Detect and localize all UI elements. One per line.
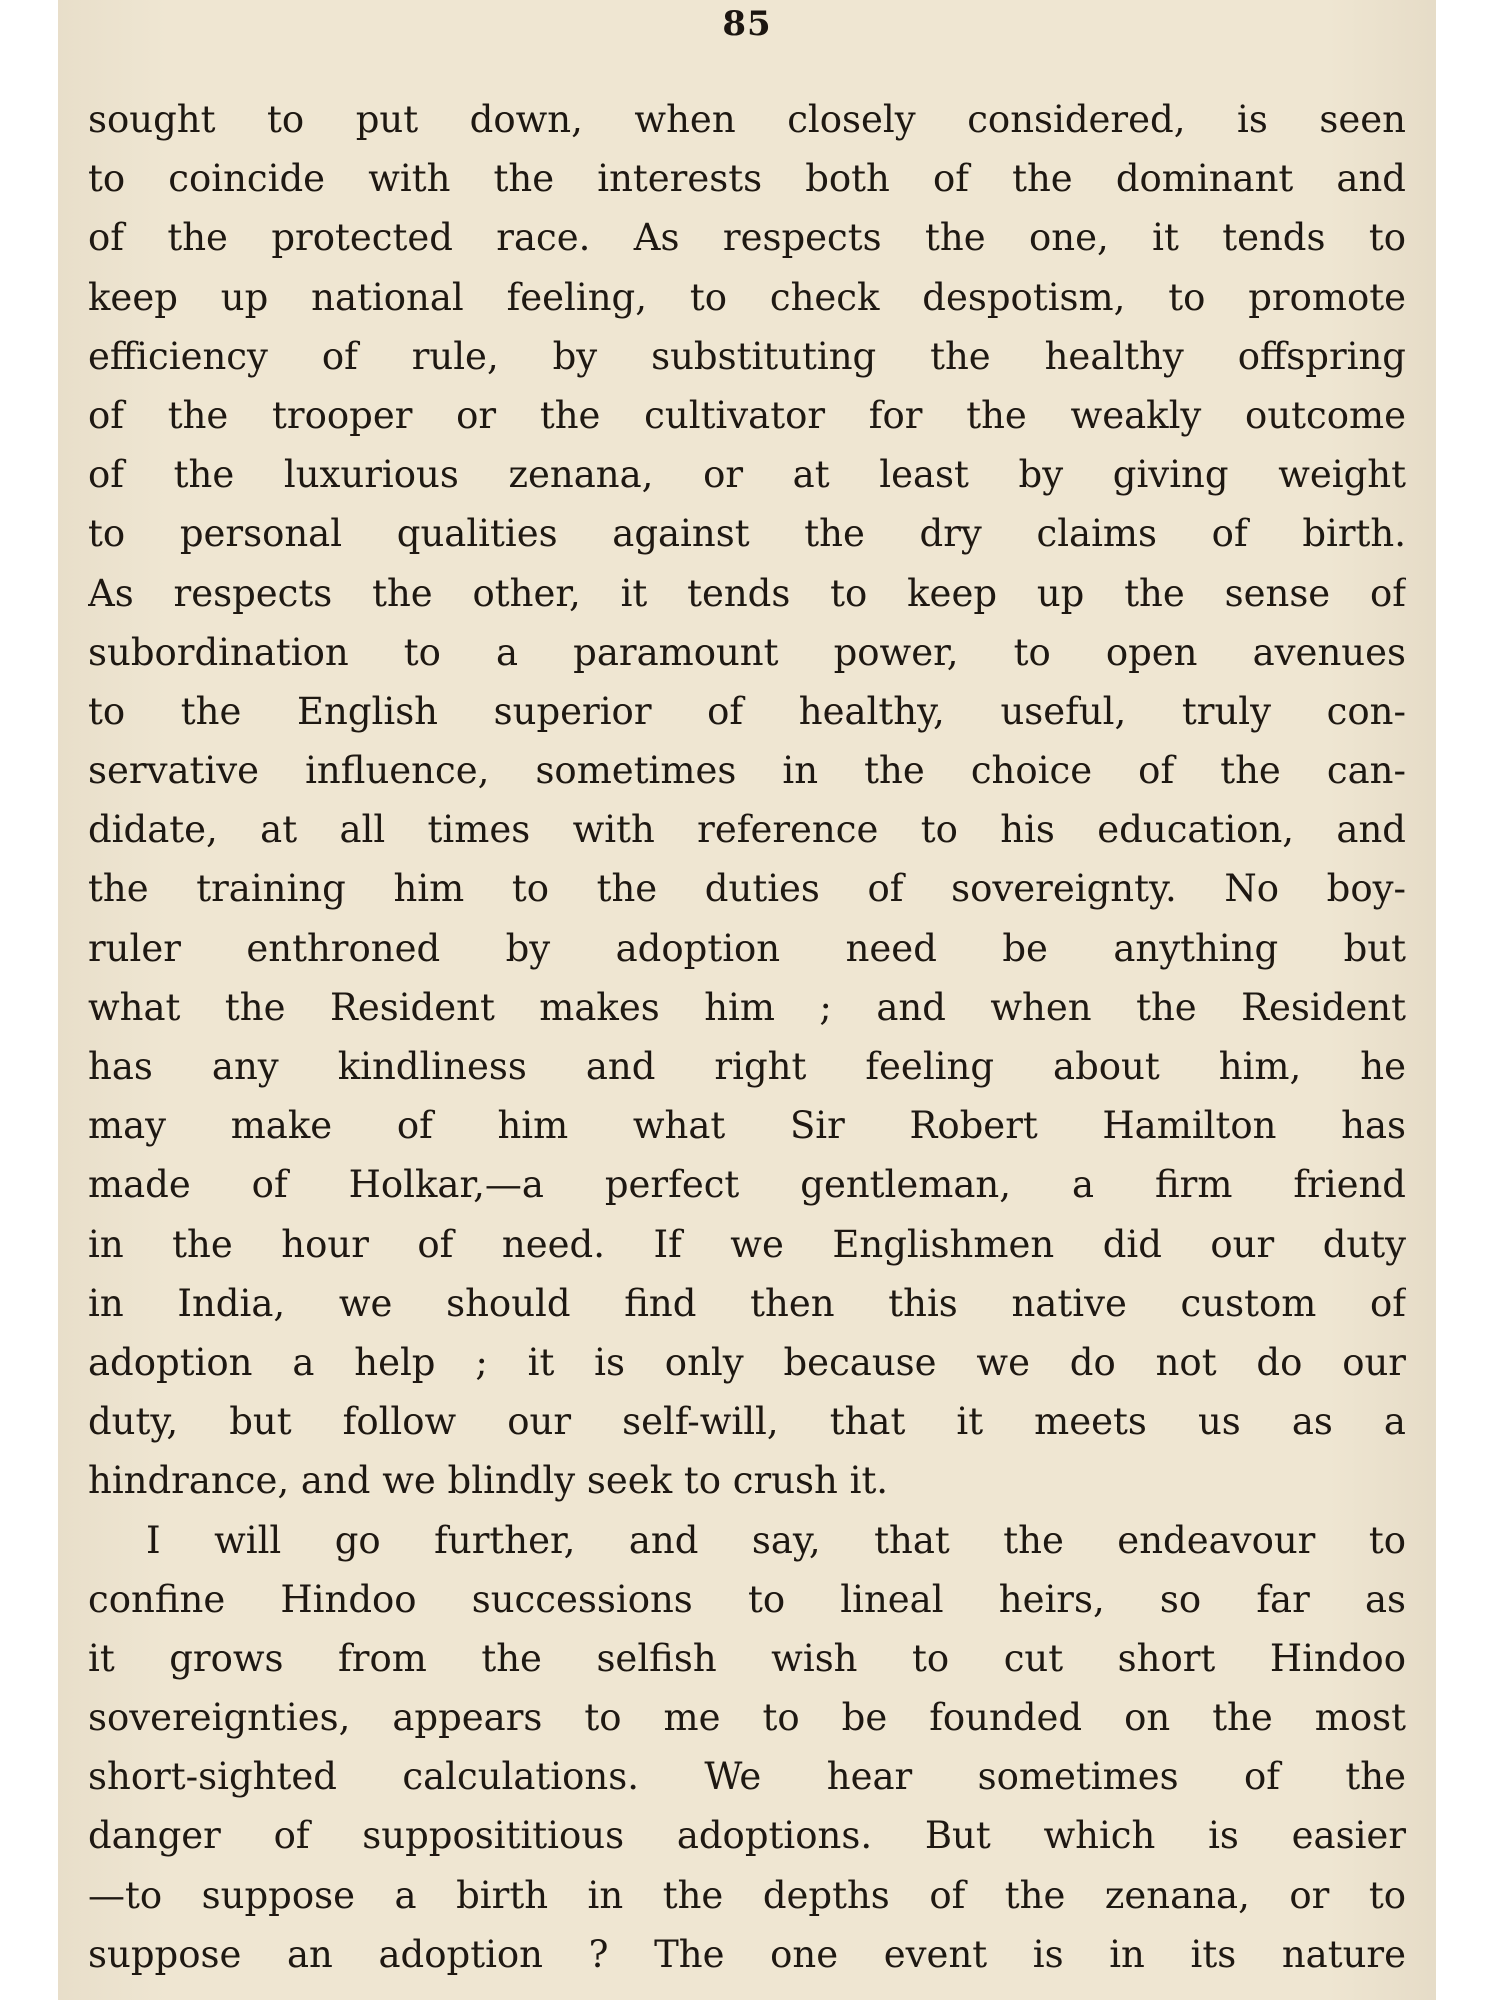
text-line: of the protected race. As respects the one, it tends to [88, 216, 1406, 260]
text-line: As respects the other, it tends to keep up the sense of [88, 571, 1406, 615]
text-line: in India, we should find then this native custom of [88, 1281, 1406, 1325]
text-line: I will go further, and say, that the endeavour to [146, 1518, 1406, 1562]
book-page [58, 0, 1436, 2000]
text-line: sovereignties, appears to me to be founded on the most [88, 1696, 1406, 1740]
text-line: adoption a help ; it is only because we do not do our [88, 1340, 1406, 1384]
text-line: didate, at all times with reference to his education, and [88, 808, 1406, 852]
page-number: 85 [722, 4, 772, 44]
text-line: servative influence, sometimes in the choice of the can- [88, 749, 1406, 793]
text-line: it grows from the selfish wish to cut short Hindoo [88, 1636, 1406, 1680]
text-line: of the luxurious zenana, or at least by giving weight [88, 453, 1406, 497]
text-line: the training him to the duties of sovereignty. No boy- [88, 867, 1406, 911]
text-line: suppose an adoption ? The one event is in its nature [88, 1932, 1406, 1976]
text-line: —to suppose a birth in the depths of the zenana, or to [88, 1873, 1406, 1917]
text-line: to coincide with the interests both of the dominant and [88, 157, 1406, 201]
text-line: subordination to a paramount power, to open avenues [88, 630, 1406, 674]
text-line: to personal qualities against the dry claims of birth. [88, 512, 1406, 556]
text-line: of the trooper or the cultivator for the weakly outcome [88, 393, 1406, 437]
text-line: danger of supposititious adoptions. But which is easier [88, 1814, 1406, 1858]
text-line: has any kindliness and right feeling about him, he [88, 1045, 1406, 1088]
text-line: made of Holkar,—a perfect gentleman, a firm friend [88, 1163, 1406, 1207]
text-line: confine Hindoo successions to lineal heirs, so far as [88, 1577, 1406, 1621]
text-line: in the hour of need. If we Englishmen did our duty [88, 1222, 1406, 1266]
text-line: may make of him what Sir Robert Hamilton has [88, 1104, 1406, 1148]
text-line: short-sighted calculations. We hear sometimes of the [88, 1755, 1406, 1799]
text-line: what the Resident makes him ; and when the Resident [88, 985, 1406, 1029]
text-line: duty, but follow our self-will, that it meets us as a [88, 1400, 1406, 1444]
body-text [88, 90, 1406, 1984]
text-line: keep up national feeling, to check despotism, to promote [88, 275, 1406, 319]
text-line: hindrance, and we blindly seek to crush it. [88, 1459, 889, 1503]
text-line: ruler enthroned by adoption need be anything but [88, 926, 1406, 970]
text-line: sought to put down, when closely considered, is seen [88, 98, 1406, 141]
text-line: efficiency of rule, by substituting the healthy offspring [88, 334, 1406, 378]
text-line: to the English superior of healthy, useful, truly con- [88, 689, 1406, 733]
